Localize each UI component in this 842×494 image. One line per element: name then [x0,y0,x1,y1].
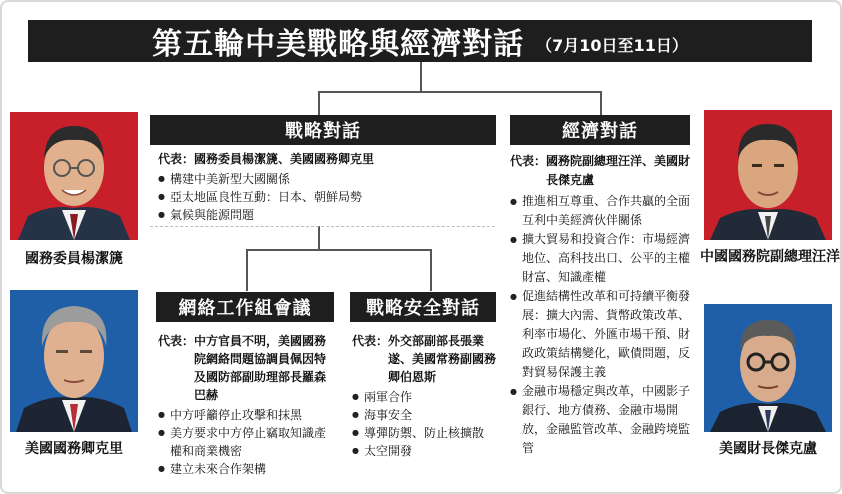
economic-dialogue-title: 經濟對話 [562,121,638,142]
rep-names: 國務委員楊潔篪、美國國務卿克里 [194,152,375,166]
list-item: ● 海事安全 [352,406,498,424]
strategic-representatives [158,150,498,168]
cyber-working-group-header [156,292,334,322]
connector-line [318,226,320,250]
jack-lew-photo [704,304,832,432]
page-title: 第五輪中美戰略與經濟對話 [152,27,525,62]
kerry-photo [10,290,138,432]
cyber-representatives [158,332,336,404]
strategic-topics [158,170,498,224]
wang-yang-caption-text: 中國國務院副總理汪洋 [700,249,840,265]
rep-names: 中方官員不明，美國國務院網絡問題協調員佩因特及國防部副助理部長羅森巴赫 [194,334,327,402]
dashed-divider [150,226,495,227]
connector-line [246,249,432,251]
wang-yang-caption [700,248,840,267]
yang-jiechi-photo [10,112,138,240]
connector-line [318,91,602,93]
title-bar [28,20,812,62]
wang-yang-photo [704,110,832,240]
list-item: ● 推進相互尊重、合作共贏的全面互利中美經濟伙伴關係 [510,192,696,230]
economic-topics [510,192,696,458]
list-item: ● 導彈防禦、防止核擴散 [352,424,498,442]
rep-label: 代表： [510,154,547,168]
connector-line [318,91,320,115]
list-item: ● 擴大貿易和投資合作：市場經濟地位、高科技出口、公平的主權財富、知識產權 [510,230,696,287]
security-topics [352,388,498,460]
cyber-topics [158,406,336,478]
list-item: ● 中方呼籲停止攻擊和抹黑 [158,406,336,424]
strategic-dialogue-content [158,150,498,224]
rep-names: 外交部副部長張業遂、美國常務副國務卿伯恩斯 [388,334,497,384]
list-item: ● 氣候與能源問題 [158,206,498,224]
kerry-caption: 美國國務卿克里 [25,441,123,457]
title-date: （7月10日至11日） [536,35,688,55]
list-item: ● 兩軍合作 [352,388,498,406]
connector-line [246,249,248,291]
list-item: ● 促進結構性改革和可持續平衡發展：擴大內需、貨幣政策改革、利率市場化、外匯市場干預、財政政策結構變化，歐債問題，反對貿易保護主義 [510,287,696,382]
economic-dialogue-header [510,115,690,145]
list-item: ● 構建中美新型大國關係 [158,170,498,188]
rep-label: 代表： [158,334,195,348]
list-item: ● 太空開發 [352,442,498,460]
jack-lew-caption: 美國財長傑克盧 [719,441,817,457]
security-dialogue-content [352,332,498,460]
connector-line [420,62,422,92]
security-dialogue-title: 戰略安全對話 [366,298,480,319]
list-item: ● 美方要求中方停止竊取知識產權和商業機密 [158,424,336,460]
list-item: ● 建立未來合作架構 [158,460,336,478]
connector-line [430,249,432,291]
list-item: ● 亞太地區良性互動：日本、朝鮮局勢 [158,188,498,206]
strategic-dialogue-title: 戰略對話 [285,121,361,142]
cyber-working-group-title: 網絡工作組會議 [178,298,312,319]
economic-representatives [510,152,696,190]
security-dialogue-header [350,292,496,322]
economic-dialogue-content [510,152,696,458]
rep-label: 代表： [158,152,195,166]
connector-line [600,91,602,115]
cyber-working-group-content [158,332,336,478]
rep-label: 代表： [352,334,389,348]
strategic-dialogue-header [150,115,496,145]
rep-names: 國務院副總理汪洋、美國財長傑克盧 [546,154,691,187]
list-item: ● 金融市場穩定與改革，中國影子銀行、地方債務、金融市場開放，金融監管改革、金融跨境監管 [510,382,696,458]
security-representatives [352,332,498,386]
yang-jiechi-caption: 國務委員楊潔篪 [25,251,123,267]
